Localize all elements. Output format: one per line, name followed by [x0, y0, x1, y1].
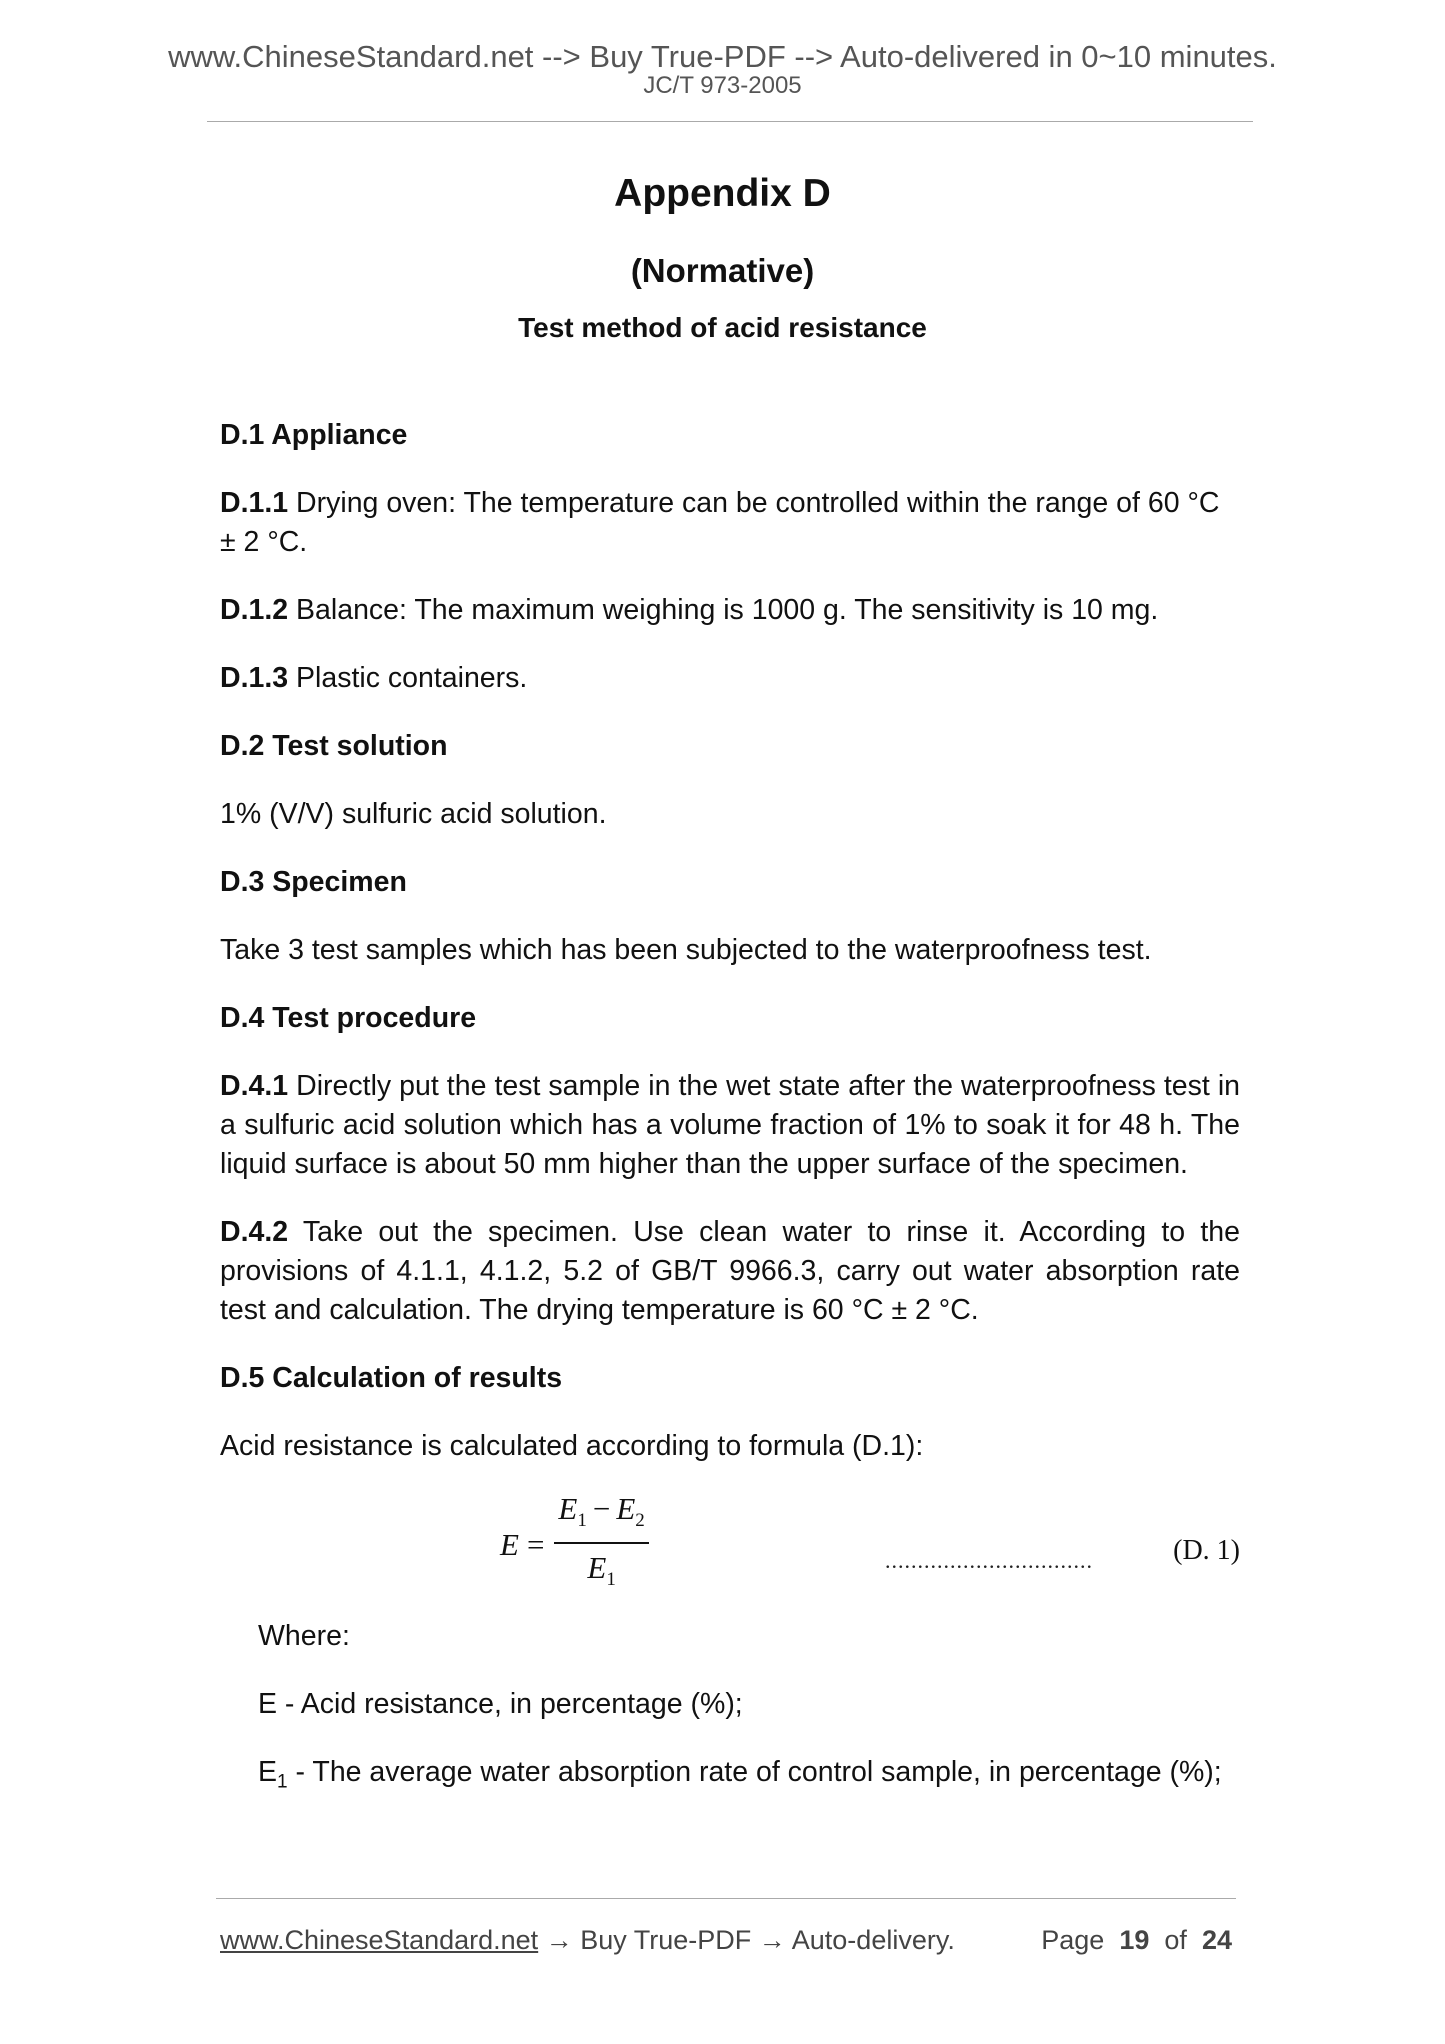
- specimen-text: Take 3 test samples which has been subjected to the waterproofness test.: [220, 934, 1152, 966]
- page-word: Page: [1041, 1925, 1105, 1955]
- footer-delivery-text: Auto-delivery.: [791, 1925, 955, 1955]
- formula-equals: =: [526, 1526, 545, 1562]
- clause-number: D.1.3: [220, 662, 289, 694]
- footer-buy-text: Buy True-PDF: [580, 1925, 752, 1955]
- of-word: of: [1164, 1925, 1187, 1955]
- document-code: JC/T 973-2005: [643, 72, 802, 99]
- formula-label: (D. 1): [1173, 1535, 1240, 1566]
- clause-text: Take out the specimen. Use clean water to rinse it. According to the provisions of 4.1.1, 4.1.2, 5.2 of GB/T 9966.3, carry out water absorption rate test and calculation. The drying temperature is 60 °C ± 2 °C.: [220, 1216, 1240, 1326]
- clause-text: Drying oven: The temperature can be controlled within the range of 60 °C ± 2 °C.: [220, 487, 1220, 558]
- clause-number: D.1.2: [220, 594, 289, 626]
- top-banner: www.ChineseStandard.net --> Buy True-PDF --> Auto-delivered in 0~10 minutes.: [168, 39, 1277, 74]
- where-label: Where:: [258, 1620, 350, 1652]
- section-heading-d5: D.5 Calculation of results: [220, 1362, 563, 1394]
- section-heading-d1: D.1 Appliance: [220, 419, 408, 451]
- clause-number: D.4.1: [220, 1070, 289, 1102]
- numerator-term-a: E: [558, 1490, 578, 1526]
- clause-number: D.4.2: [220, 1216, 289, 1248]
- formula-leader-dots: ................................: [885, 1548, 1093, 1573]
- formula-numerator: [554, 1489, 648, 1544]
- section-heading-d4: D.4 Test procedure: [220, 1002, 477, 1034]
- numerator-term-b: E: [616, 1490, 636, 1526]
- definition-e: E - Acid resistance, in percentage (%);: [258, 1688, 743, 1720]
- numerator-term-a-sub: 1: [577, 1510, 587, 1531]
- definition-e1-sub: 1: [277, 1771, 288, 1793]
- clause-d-1-1: [220, 484, 1240, 562]
- formula-d1: [220, 1490, 1240, 1593]
- footer-arrow-1: →: [538, 1925, 581, 1955]
- header-divider: [207, 121, 1253, 122]
- definition-e1-text: - The average water absorption rate of control sample, in percentage (%);: [287, 1756, 1222, 1788]
- denominator-term-sub: 1: [606, 1569, 616, 1591]
- formula-lhs: E: [500, 1526, 519, 1562]
- clause-number: D.1.1: [220, 487, 289, 519]
- clause-d-1-3: [220, 659, 1240, 698]
- clause-d-4-2: [220, 1213, 1240, 1330]
- clause-text: Balance: The maximum weighing is 1000 g. The sensitivity is 10 mg.: [288, 594, 1159, 626]
- test-solution-text: 1% (V/V) sulfuric acid solution.: [220, 798, 607, 830]
- definition-e1: [220, 1753, 1240, 1802]
- page-number: [1041, 1924, 1232, 1956]
- definition-e1-symbol: E: [258, 1756, 278, 1788]
- formula-minus: −: [592, 1490, 611, 1526]
- appendix-title: Appendix D: [614, 172, 831, 215]
- page-footer: [220, 1924, 1232, 1956]
- footer-arrow-2: →: [751, 1925, 792, 1955]
- clause-d-4-1: [220, 1067, 1240, 1184]
- numerator-term-b-sub: 2: [635, 1510, 645, 1531]
- formula-denominator: [587, 1544, 615, 1599]
- formula-expression: [500, 1490, 649, 1593]
- formula-fraction: [554, 1489, 648, 1599]
- clause-text: Directly put the test sample in the wet state after the waterproofness test in a sulfuric acid solution which has a volume fraction of 1% to soak it for 48 h. The liquid surface is about 50 mm higher than the upper surface of the specimen.: [220, 1070, 1240, 1180]
- clause-d-1-2: [220, 591, 1240, 630]
- footer-divider: [216, 1898, 1236, 1899]
- document-body: [220, 416, 1240, 1831]
- section-heading-d3: D.3 Specimen: [220, 866, 407, 898]
- appendix-type: (Normative): [630, 252, 815, 289]
- denominator-term: E: [587, 1550, 607, 1585]
- section-heading-d2: D.2 Test solution: [220, 730, 448, 762]
- footer-site-link[interactable]: www.ChineseStandard.net: [220, 1925, 539, 1955]
- current-page: 19: [1119, 1925, 1150, 1955]
- total-pages: 24: [1201, 1925, 1232, 1955]
- formula-intro: Acid resistance is calculated according to formula (D.1):: [220, 1430, 924, 1462]
- appendix-subtitle: Test method of acid resistance: [518, 312, 927, 343]
- clause-text: Plastic containers.: [288, 662, 528, 694]
